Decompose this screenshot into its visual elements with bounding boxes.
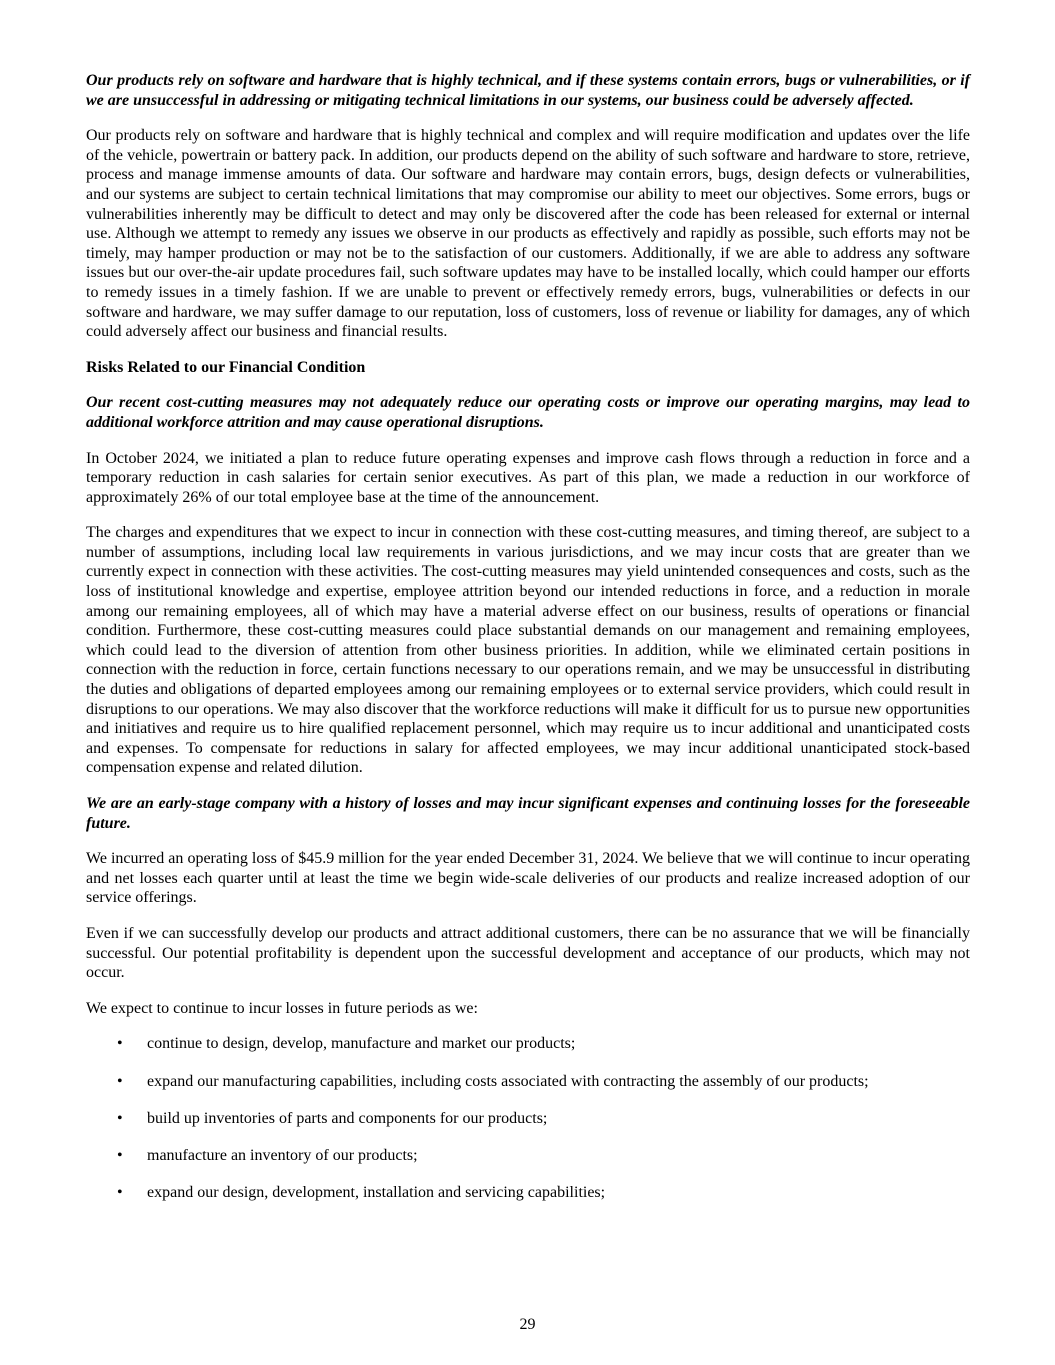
bullet-list — [86, 1034, 970, 1202]
list-item-text: manufacture an inventory of our products; — [147, 1146, 418, 1164]
list-item-text: continue to design, develop, manufacture and market our products; — [147, 1035, 576, 1053]
list-item-text: build up inventories of parts and components for our products; — [147, 1109, 548, 1127]
section-heading-financial: Risks Related to our Financial Condition — [86, 358, 366, 376]
risk-heading-software: Our products rely on software and hardware that is highly technical, and if these systems contain errors, bugs or vulnerabilities, or if we are unsuccessful in addressing or mitigating technical limitations in our systems, our business could be adversely affected. — [86, 72, 970, 109]
list-item — [86, 1072, 970, 1092]
document-page — [86, 71, 970, 1220]
risk-heading-cost-cutting: Our recent cost-cutting measures may not adequately reduce our operating costs or improve our operating margins, may lead to additional workforce attrition and may cause operational disruptions. — [86, 394, 970, 431]
paragraph-charges: The charges and expenditures that we expect to incur in connection with these cost-cutting measures, and timing thereof, are subject to a number of assumptions, including local law requirements in various jurisdictions, and we may incur costs that are greater than we currently expect in connection with these activities. The cost-cutting measures may yield unintended consequences and costs, such as the loss of institutional knowledge and expertise, employee attrition beyond our intended reductions in force, and a reduction in morale among our remaining employees, all of which may have a material adverse effect on our business, results of operations or financial condition. Furthermore, these cost-cutting measures could place substantial demands on our management and remaining employees, which could lead to the diversion of attention from other business priorities. In addition, while we eliminated certain positions in connection with the reduction in force, certain functions necessary to our operations remain, and we may be unsuccessful in distributing the duties and obligations of departed employees among our remaining employees or to external service providers, which could result in disruptions to our operations. We may also discover that the workforce reductions will make it difficult for us to pursue new opportunities and initiatives and require us to hire qualified replacement personnel, which may require us to incur additional and unanticipated costs and expenses. To compensate for reductions in salary for affected employees, we may incur additional unanticipated stock-based compensation expense and related dilution. — [86, 524, 970, 777]
list-item-text: expand our design, development, installation and servicing capabilities; — [147, 1184, 606, 1202]
paragraph-expect-losses: We expect to continue to incur losses in future periods as we: — [86, 999, 478, 1017]
paragraph-october: In October 2024, we initiated a plan to reduce future operating expenses and improve cash flows through a reduction in force and a temporary reduction in cash salaries for certain senior executives. As part of this plan, we made a reduction in our workforce of approximately 26% of our total employee base at the time of the announcement. — [86, 449, 970, 506]
risk-heading-early-stage: We are an early-stage company with a history of losses and may incur significant expenses and continuing losses for the foreseeable future. — [86, 795, 970, 832]
paragraph-even-if: Even if we can successfully develop our products and attract additional customers, there can be no assurance that we will be financially successful. Our potential profitability is dependent upon the successful development and acceptance of our products, which may not occur. — [86, 924, 970, 982]
bullet-marker: • — [117, 1109, 123, 1127]
bullet-marker: • — [117, 1072, 123, 1090]
list-item-text: expand our manufacturing capabilities, including costs associated with contracting the assembly of our products; — [147, 1072, 869, 1090]
page-number: 29 — [519, 1316, 536, 1333]
list-item — [86, 1146, 970, 1166]
list-item — [86, 1183, 970, 1203]
paragraph-operating-loss: We incurred an operating loss of $45.9 million for the year ended December 31, 2024. We believe that we will continue to incur operating and net losses each quarter until at least the time we begin wide-scale deliveries of our products and realize increased adoption of our service offerings. — [86, 850, 970, 907]
list-item — [86, 1109, 970, 1129]
bullet-marker: • — [117, 1146, 123, 1164]
paragraph-software: Our products rely on software and hardware that is highly technical and complex and will require modification and updates over the life of the vehicle, powertrain or battery pack. In addition, our products depend on the ability of such software and hardware to store, retrieve, process and manage immense amounts of data. Our software and hardware may contain errors, bugs, design defects or vulnerabilities, and our systems are subject to certain technical limitations that may compromise our ability to meet our objectives. Some errors, bugs or vulnerabilities inherently may be difficult to detect and may only be discovered after the code has been released for external or internal use. Although we attempt to remedy any issues we observe in our products as effectively and rapidly as possible, such efforts may not be timely, may hamper production or may not be to the satisfaction of our customers. Additionally, if we are able to address any software issues but our over-the-air update procedures fail, such software updates may have to be installed locally, which could hamper our efforts to remedy issues in a timely fashion. If we are unable to prevent or effectively remedy errors, bugs, vulnerabilities or defects in our software and hardware, we may suffer damage to our reputation, loss of customers, loss of revenue or liability for damages, any of which could adversely affect our business and financial results. — [86, 127, 970, 341]
list-item — [86, 1034, 970, 1054]
bullet-marker: • — [117, 1184, 123, 1202]
bullet-marker: • — [117, 1035, 123, 1053]
